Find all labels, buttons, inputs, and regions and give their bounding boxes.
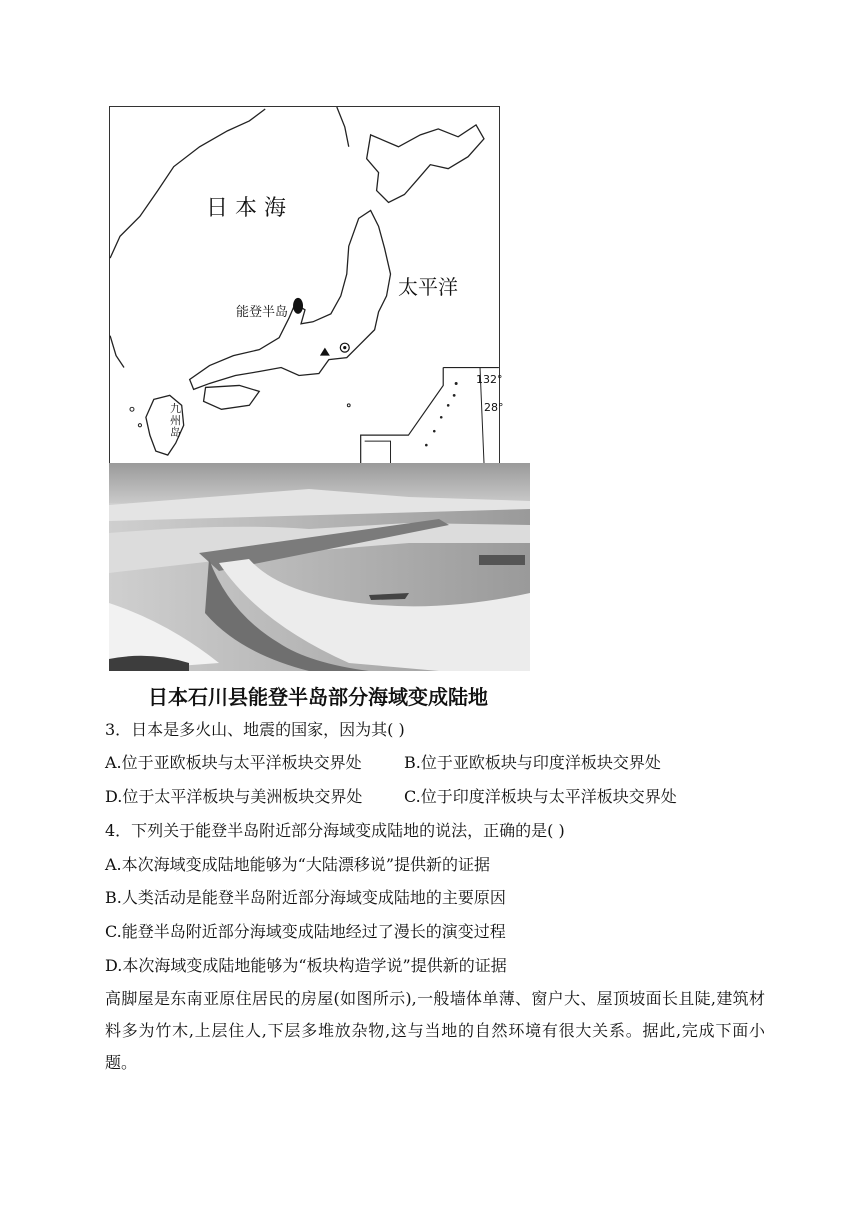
coast-photo <box>109 463 530 671</box>
noto-peninsula-marker <box>293 298 303 314</box>
island <box>347 404 350 407</box>
sea-label: 日 本 海 <box>206 196 286 221</box>
inset-lon-label: 132° <box>476 373 503 386</box>
island <box>453 394 456 397</box>
question-3-option-b[interactable]: B.位于亚欧板块与印度洋板块交界处 <box>404 753 661 772</box>
photo-caption: 日本石川县能登半岛部分海域变成陆地 <box>148 685 488 709</box>
shikoku-outline <box>204 385 260 409</box>
reading-passage: 高脚屋是东南亚原住居民的房屋(如图所示),一般墙体单薄、窗户大、屋顶坡面长且陡,建筑材料多为竹木,上层住人,下层多堆放杂物,这与当地的自然环境有很大关系。据此,完成下面小题。 <box>105 989 765 1072</box>
question-3-stem: 3．日本是多火山、地震的国家，因为其( ) <box>105 720 405 739</box>
coast-photo-drawing <box>109 463 530 671</box>
inset-frame <box>361 368 444 463</box>
question-4-option-c[interactable]: C.能登半岛附近部分海域变成陆地经过了漫长的演变过程 <box>105 922 506 941</box>
continent-coast <box>110 109 265 258</box>
question-3-options-row-1 <box>105 752 661 774</box>
hokkaido-outline <box>367 125 484 203</box>
peninsula-label: 能登半岛 <box>236 305 289 320</box>
question-3-option-a[interactable]: A.位于亚欧板块与太平洋板块交界处 <box>105 753 362 772</box>
inset-lat-label: 28° <box>484 401 504 414</box>
kyushu-label: 九州岛 <box>170 402 181 439</box>
ocean-label: 太平洋 <box>398 275 458 299</box>
island <box>138 424 141 427</box>
question-3-option-c[interactable]: C.位于印度洋板块与太平洋板块交界处 <box>404 787 677 806</box>
question-4-option-a[interactable]: A.本次海域变成陆地能够为“大陆漂移说”提供新的证据 <box>105 855 491 874</box>
island <box>433 430 436 433</box>
island <box>440 416 443 419</box>
island <box>447 404 450 407</box>
question-4-option-d[interactable]: D.本次海域变成陆地能够为“板块构造学说”提供新的证据 <box>105 956 507 975</box>
capital-marker-dot <box>343 346 346 349</box>
island <box>425 444 428 447</box>
mountain-marker <box>320 348 330 356</box>
honshu-outline <box>190 210 391 389</box>
island <box>130 407 134 411</box>
question-3-option-d[interactable]: D.位于太平洋板块与美洲板块交界处 <box>105 787 363 806</box>
korea-coast <box>110 336 124 368</box>
question-4-stem: 4．下列关于能登半岛附近部分海域变成陆地的说法，正确的是( ) <box>105 821 565 840</box>
island <box>455 382 458 385</box>
question-4-option-b[interactable]: B.人类活动是能登半岛附近部分海域变成陆地的主要原因 <box>105 888 506 907</box>
inset-box-small <box>365 441 391 463</box>
sakhalin-outline <box>337 107 349 147</box>
japan-map <box>109 106 504 464</box>
question-3-options-row-2 <box>105 786 677 808</box>
